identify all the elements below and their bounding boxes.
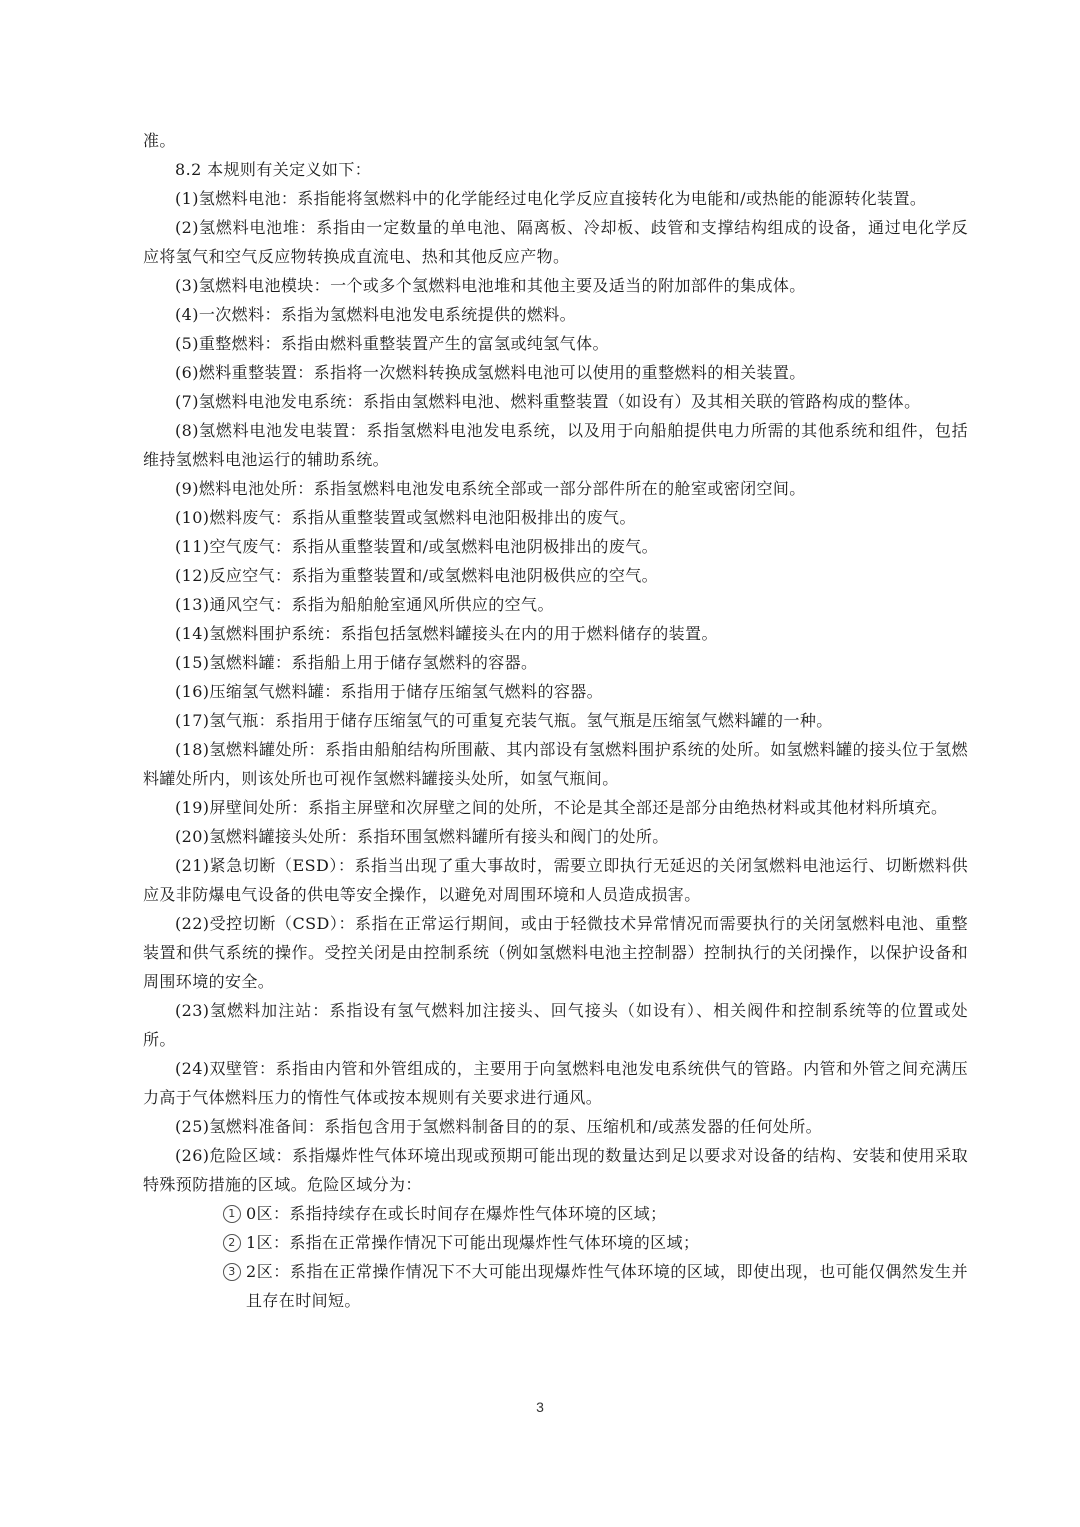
definition-item: (13)通风空气：系指为船舶舱室通风所供应的空气。 — [175, 595, 554, 614]
zone-text: 2区：系指在正常操作情况下不大可能出现爆炸性气体环境的区域，即使出现，也可能仅偶然发生并且存在时间短。 — [246, 1262, 968, 1310]
definition-item: (12)反应空气：系指为重整装置和/或氢燃料电池阴极供应的空气。 — [175, 566, 659, 585]
zone-item — [143, 1228, 968, 1257]
definition-item: (6)燃料重整装置：系指将一次燃料转换成氢燃料电池可以使用的重整燃料的相关装置。 — [175, 363, 806, 382]
definition-item: (18)氢燃料罐处所：系指由船舶结构所围蔽、其内部设有氢燃料围护系统的处所。如氢燃料罐的接头位于氢燃料罐处所内，则该处所也可视作氢燃料罐接头处所，如氢气瓶间。 — [143, 740, 968, 788]
definition-item: (23)氢燃料加注站：系指设有氢气燃料加注接头、回气接头（如设有）、相关阀件和控制系统等的位置或处所。 — [143, 1001, 968, 1049]
circled-number-marker: 1 — [223, 1205, 241, 1223]
circled-number-marker: 3 — [223, 1263, 241, 1281]
definitions-list — [143, 184, 968, 1199]
definition-item: (17)氢气瓶：系指用于储存压缩氢气的可重复充装气瓶。氢气瓶是压缩氢气燃料罐的一种。 — [175, 711, 833, 730]
definition-item: (25)氢燃料准备间：系指包含用于氢燃料制备目的的泵、压缩机和/或蒸发器的任何处所。 — [175, 1117, 823, 1136]
page-number: 3 — [536, 1399, 544, 1415]
definition-item: (24)双壁管：系指由内管和外管组成的，主要用于向氢燃料电池发电系统供气的管路。内管和外管之间充满压力高于气体燃料压力的惰性气体或按本规则有关要求进行通风。 — [143, 1059, 968, 1107]
page-content — [143, 126, 968, 1315]
definition-item: (20)氢燃料罐接头处所：系指环围氢燃料罐所有接头和阀门的处所。 — [175, 827, 669, 846]
circled-number-marker: 2 — [223, 1234, 241, 1252]
definition-item: (15)氢燃料罐：系指船上用于储存氢燃料的容器。 — [175, 653, 538, 672]
definition-item: (9)燃料电池处所：系指氢燃料电池发电系统全部或一部分部件所在的舱室或密闭空间。 — [175, 479, 806, 498]
definition-item: (4)一次燃料：系指为氢燃料电池发电系统提供的燃料。 — [175, 305, 577, 324]
zone-text: 0区：系指持续存在或长时间存在爆炸性气体环境的区域； — [246, 1204, 667, 1223]
zone-item — [143, 1257, 968, 1315]
definition-item: (11)空气废气：系指从重整装置和/或氢燃料电池阴极排出的废气。 — [175, 537, 659, 556]
definition-item: (1)氢燃料电池：系指能将氢燃料中的化学能经过电化学反应直接转化为电能和/或热能的能源转化装置。 — [175, 189, 927, 208]
definition-item: (19)屏壁间处所：系指主屏壁和次屏壁之间的处所，不论是其全部还是部分由绝热材料或其他材料所填充。 — [175, 798, 948, 817]
zone-text: 1区：系指在正常操作情况下可能出现爆炸性气体环境的区域； — [246, 1233, 700, 1252]
definition-item: (16)压缩氢气燃料罐：系指用于储存压缩氢气燃料的容器。 — [175, 682, 604, 701]
definition-item: (3)氢燃料电池模块：一个或多个氢燃料电池堆和其他主要及适当的附加部件的集成体。 — [175, 276, 806, 295]
definition-item: (21)紧急切断（ESD）：系指当出现了重大事故时，需要立即执行无延迟的关闭氢燃料电池运行、切断燃料供应及非防爆电气设备的供电等安全操作，以避免对周围环境和人员造成损害。 — [143, 856, 968, 904]
continuation-text: 准。 — [143, 131, 176, 150]
definition-item: (14)氢燃料围护系统：系指包括氢燃料罐接头在内的用于燃料储存的装置。 — [175, 624, 718, 643]
definition-item: (5)重整燃料：系指由燃料重整装置产生的富氢或纯氢气体。 — [175, 334, 609, 353]
definition-item: (10)燃料废气：系指从重整装置或氢燃料电池阳极排出的废气。 — [175, 508, 636, 527]
definition-item: (2)氢燃料电池堆：系指由一定数量的单电池、隔离板、冷却板、歧管和支撑结构组成的设备，通过电化学反应将氢气和空气反应物转换成直流电、热和其他反应产物。 — [143, 218, 968, 266]
definition-item: (7)氢燃料电池发电系统：系指由氢燃料电池、燃料重整装置（如设有）及其相关联的管路构成的整体。 — [175, 392, 921, 411]
definition-item: (22)受控切断（CSD）：系指在正常运行期间，或由于轻微技术异常情况而需要执行的关闭氢燃料电池、重整装置和供气系统的操作。受控关闭是由控制系统（例如氢燃料电池主控制器）控制执行的关闭操作，以保护设备和周围环境的安全。 — [143, 914, 968, 991]
definition-item: (26)危险区域：系指爆炸性气体环境出现或预期可能出现的数量达到足以要求对设备的结构、安装和使用采取特殊预防措施的区域。危险区域分为： — [143, 1146, 968, 1194]
zone-item — [143, 1199, 968, 1228]
hazard-zone-list — [143, 1199, 968, 1315]
section-heading: 8.2 本规则有关定义如下： — [175, 160, 372, 179]
definition-item: (8)氢燃料电池发电装置：系指氢燃料电池发电系统，以及用于向船舶提供电力所需的其他系统和组件，包括维持氢燃料电池运行的辅助系统。 — [143, 421, 968, 469]
